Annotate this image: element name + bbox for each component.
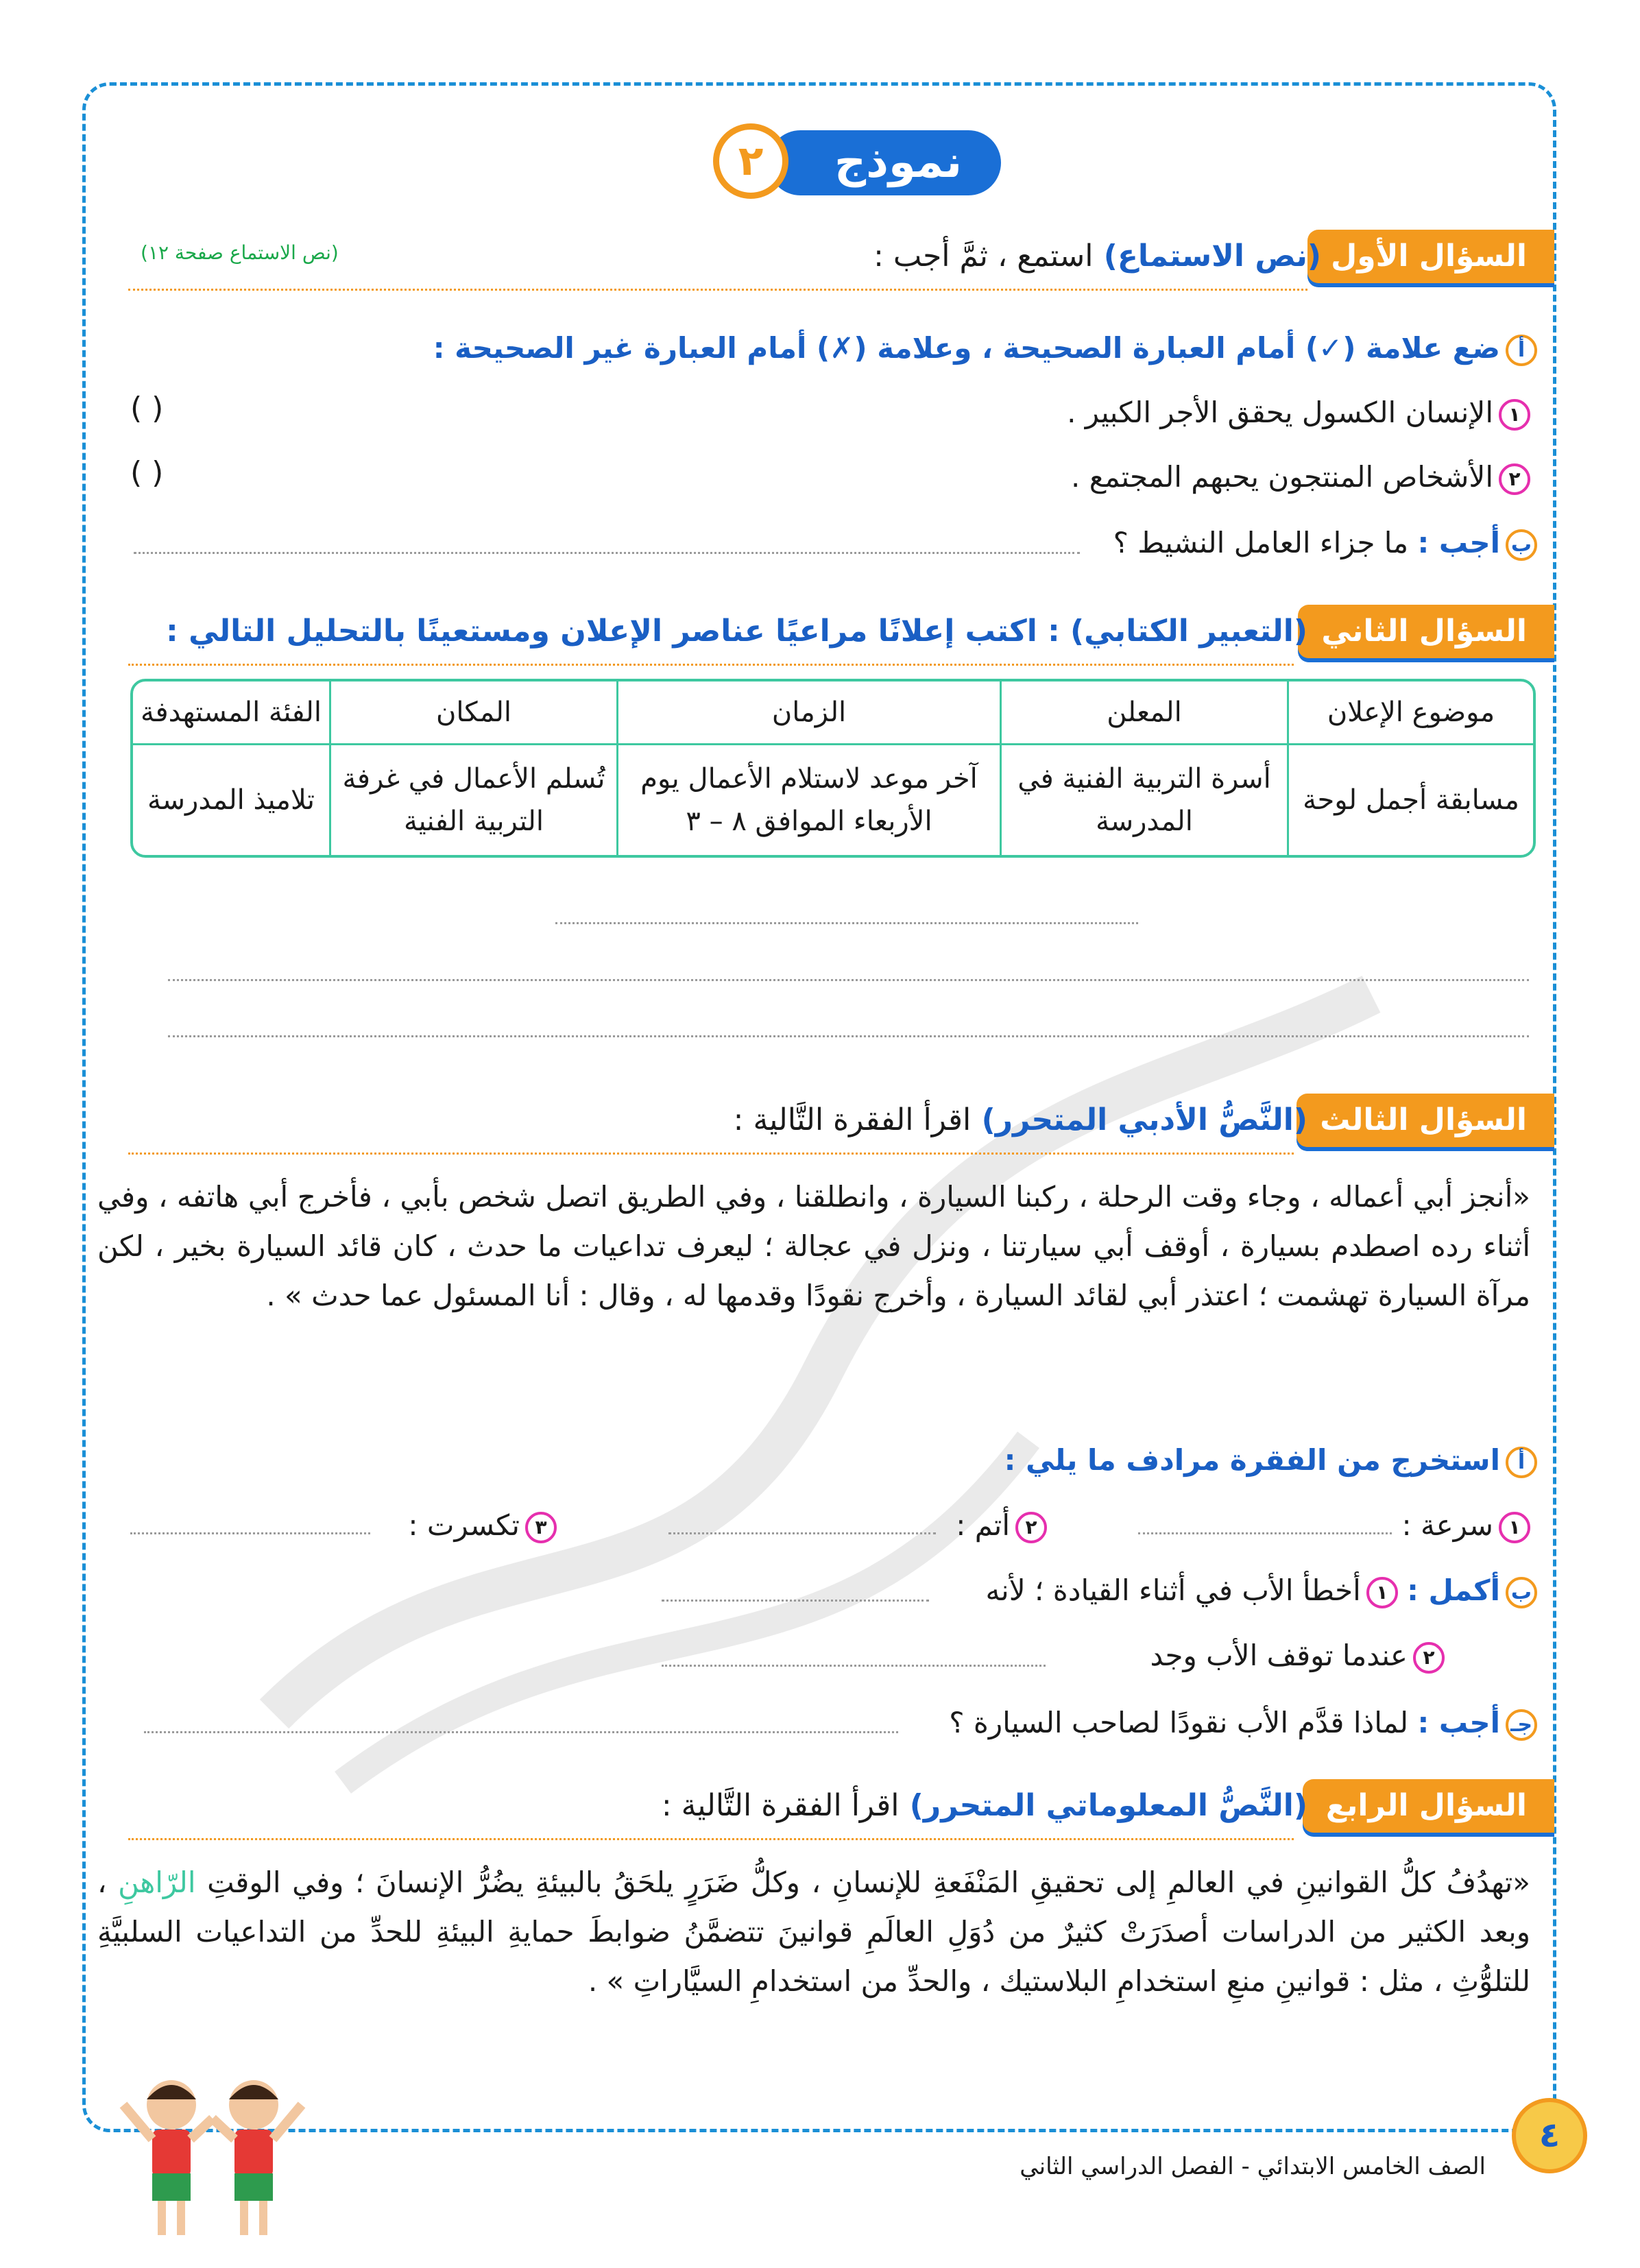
q3-paragraph: «أنجز أبي أعماله ، وجاء وقت الرحلة ، ركبنا السيارة ، وانطلقنا ، وفي الطريق اتصل شخص بأبي ، فأخرج أبي هاتفه ، وفي أثناء رده اصطدم بسيارة ، أوقف أبي سيارتنا ، ونزل في عجالة ؛ ليعرف تداعيات ما حدث ، كان قائد السيارة بخير ، لكن مرآة السيارة تهشمت ؛ اعتذر أبي لقائد السيارة ، وأخرج نقودًا وقدمها له ، وقال : أنا المسئول عما حدث » . [97, 1180, 1530, 1312]
q3-syn-1-num: ١ [1499, 1512, 1530, 1543]
q3-b-1-answer[interactable] [662, 1600, 929, 1602]
q3-badge: السؤال الثالث [1297, 1094, 1554, 1147]
q3-syn-3-word: تكسرت : [408, 1508, 520, 1542]
q4-underline [128, 1838, 1294, 1840]
q1-a-text: ضع علامة (✓) أمام العبارة الصحيحة ، وعلامة (✗) أمام العبارة غير الصحيحة : [433, 331, 1500, 365]
q4-header [80, 1779, 1554, 1834]
q2-answer-line-3[interactable] [168, 1035, 1529, 1037]
q1-item-2-text: الأشخاص المنتجون يحبهم المجتمع . [1071, 460, 1493, 494]
q4-highlight-word: الرّاهنِ [118, 1866, 196, 1899]
q4-instruction-rest: اقرأ الفقرة التَّالية : [661, 1788, 900, 1823]
table-cell: تُسلم الأعمال في غرفة التربية الفنية [329, 745, 616, 855]
q3-synonym-1 [1402, 1505, 1530, 1546]
q1-item-1 [1067, 392, 1530, 433]
q3-instruction [734, 1094, 1307, 1147]
q3-part-b [986, 1570, 1537, 1611]
q2-instruction-rest: اكتب إعلانًا مراعيًا عناصر الإعلان ومستعينًا بالتحليل التالي : [166, 614, 1037, 649]
q3-synonym-2 [956, 1505, 1047, 1546]
q1-a-letter: أ [1506, 335, 1537, 366]
q3-underline [128, 1153, 1294, 1155]
q3-a-text: استخرج من الفقرة مرادف ما يلي : [1004, 1443, 1500, 1477]
table-cell: آخر موعد لاستلام الأعمال يوم الأربعاء الموافق ٨ – ٣ [616, 745, 1000, 855]
q3-c-answer-line[interactable] [144, 1731, 898, 1733]
q1-item-2-answer[interactable]: ( ) [130, 455, 164, 490]
q3-header [80, 1094, 1554, 1148]
table-cell: أسرة التربية الفنية في المدرسة [1000, 745, 1287, 855]
q1-b-letter: ب [1506, 529, 1537, 561]
q3-c-label: أجب : [1417, 1706, 1500, 1739]
q1-instruction [873, 230, 1321, 283]
q3-syn-2-num: ٢ [1015, 1512, 1047, 1543]
q3-syn-2-answer[interactable] [668, 1532, 936, 1534]
q4-paragraph-after: ، وبعد الكثير من الدراسات أصدَرَتْ كثيرٌ من دُوَلِ العالَمِ قوانينَ تتضمَّنُ ضوابطَ حمايةِ البيئةِ للحدِّ من التداعيات السلبيَّةِ للتلوُّثِ ، مثل : قوانينِ منعِ استخدامِ البلاستيك ، والحدِّ من استخدامِ السيَّاراتِ » . [97, 1866, 1530, 1998]
title-label: نموذج [768, 130, 1001, 195]
q3-synonym-3 [408, 1505, 557, 1546]
q3-syn-3-num: ٣ [525, 1512, 557, 1543]
q1-b-text: ما جزاء العامل النشيط ؟ [1113, 526, 1409, 559]
q2-underline [128, 664, 1294, 666]
q1-badge: السؤال الأول [1307, 230, 1554, 283]
model-title [713, 123, 1001, 202]
q3-c-text: لماذا قدَّم الأب نقودًا لصاحب السيارة ؟ [949, 1706, 1409, 1739]
q3-syn-1-answer[interactable] [1138, 1532, 1392, 1534]
table-header: موضوع الإعلان [1287, 681, 1533, 745]
q1-note: (نص الاستماع صفحة ١٢) [141, 241, 339, 264]
kids-illustration [110, 2064, 315, 2249]
table-row [133, 745, 1533, 855]
table-header: المكان [329, 681, 616, 745]
q1-item-1-answer[interactable]: ( ) [130, 391, 164, 426]
q2-answer-line-2[interactable] [168, 979, 1529, 981]
q2-header [80, 605, 1554, 660]
q4-paragraph-before: «تهدُفُ كلُّ القوانينِ في العالمِ إلى تحقيقِ المَنْفَعةِ للإنسانِ ، وكلُّ ضَرَرٍ يلحَقُ بالبيئةِ يضُرُّ الإنسانَ ؛ وفي الوقتِ [207, 1866, 1530, 1899]
q1-item-1-num: ١ [1499, 399, 1530, 431]
q4-paragraph [97, 1858, 1530, 2006]
q3-syn-1-word: سرعة : [1401, 1508, 1493, 1542]
q1-b-label: أجب : [1417, 526, 1500, 559]
table-cell: تلاميذ المدرسة [147, 784, 315, 816]
q3-b-2-text: عندما توقف الأب وجد [1150, 1639, 1408, 1672]
q2-instruction-part: (التعبير الكتابي) : [1048, 614, 1307, 649]
q1-item-2 [1071, 457, 1530, 498]
ad-analysis-table [130, 679, 1536, 858]
q3-instruction-part: (النَّصُّ الأدبي المتحرر) [981, 1102, 1307, 1137]
q1-instruction-part: (نص الاستماع) [1103, 239, 1321, 274]
q1-b-answer-line[interactable] [134, 552, 1080, 554]
q1-underline [128, 289, 1307, 291]
q3-instruction-rest: اقرأ الفقرة التَّالية : [733, 1102, 972, 1137]
table-header: الزمان [616, 681, 1000, 745]
q3-b-label: أكمل : [1407, 1573, 1500, 1607]
q4-instruction-part: (النَّصُّ المعلوماتي المتحرر) [909, 1788, 1307, 1823]
q3-a-letter: أ [1506, 1447, 1537, 1478]
q1-part-a [433, 328, 1537, 369]
q3-b-1-num: ١ [1366, 1577, 1398, 1608]
q3-b-2-num: ٢ [1413, 1642, 1445, 1674]
title-number: ٢ [713, 123, 788, 199]
q2-answer-line-1[interactable] [555, 922, 1138, 924]
q1-part-b [1113, 522, 1537, 564]
q2-badge: السؤال الثاني [1298, 605, 1554, 658]
q3-part-c [949, 1702, 1537, 1744]
table-header: الفئة المستهدفة [133, 681, 329, 745]
q4-badge: السؤال الرابع [1303, 1779, 1554, 1833]
q1-item-1-text: الإنسان الكسول يحقق الأجر الكبير . [1067, 396, 1493, 429]
q2-instruction [166, 605, 1307, 658]
q3-b-letter: ب [1506, 1577, 1537, 1608]
q3-syn-2-word: أتم : [956, 1508, 1010, 1542]
q3-b-2-answer[interactable] [662, 1665, 1046, 1667]
q3-b-item-2 [1150, 1635, 1445, 1676]
q1-item-2-num: ٢ [1499, 463, 1530, 495]
q3-b-1-text: أخطأ الأب في أثناء القيادة ؛ لأنه [985, 1573, 1361, 1607]
table-cell: مسابقة أجمل لوحة [1287, 745, 1533, 855]
q3-c-letter: جـ [1506, 1709, 1537, 1741]
footer-grade: الصف الخامس الابتدائي - الفصل الدراسي الثاني [1020, 2153, 1486, 2180]
q3-syn-3-answer[interactable] [130, 1532, 370, 1534]
table-header: المعلن [1000, 681, 1287, 745]
page-number: ٤ [1512, 2098, 1587, 2173]
q1-instruction-rest: استمع ، ثمَّ أجب : [873, 239, 1094, 274]
q4-instruction [662, 1779, 1307, 1833]
table-header-row [133, 681, 1533, 745]
q3-part-a [1004, 1440, 1537, 1481]
